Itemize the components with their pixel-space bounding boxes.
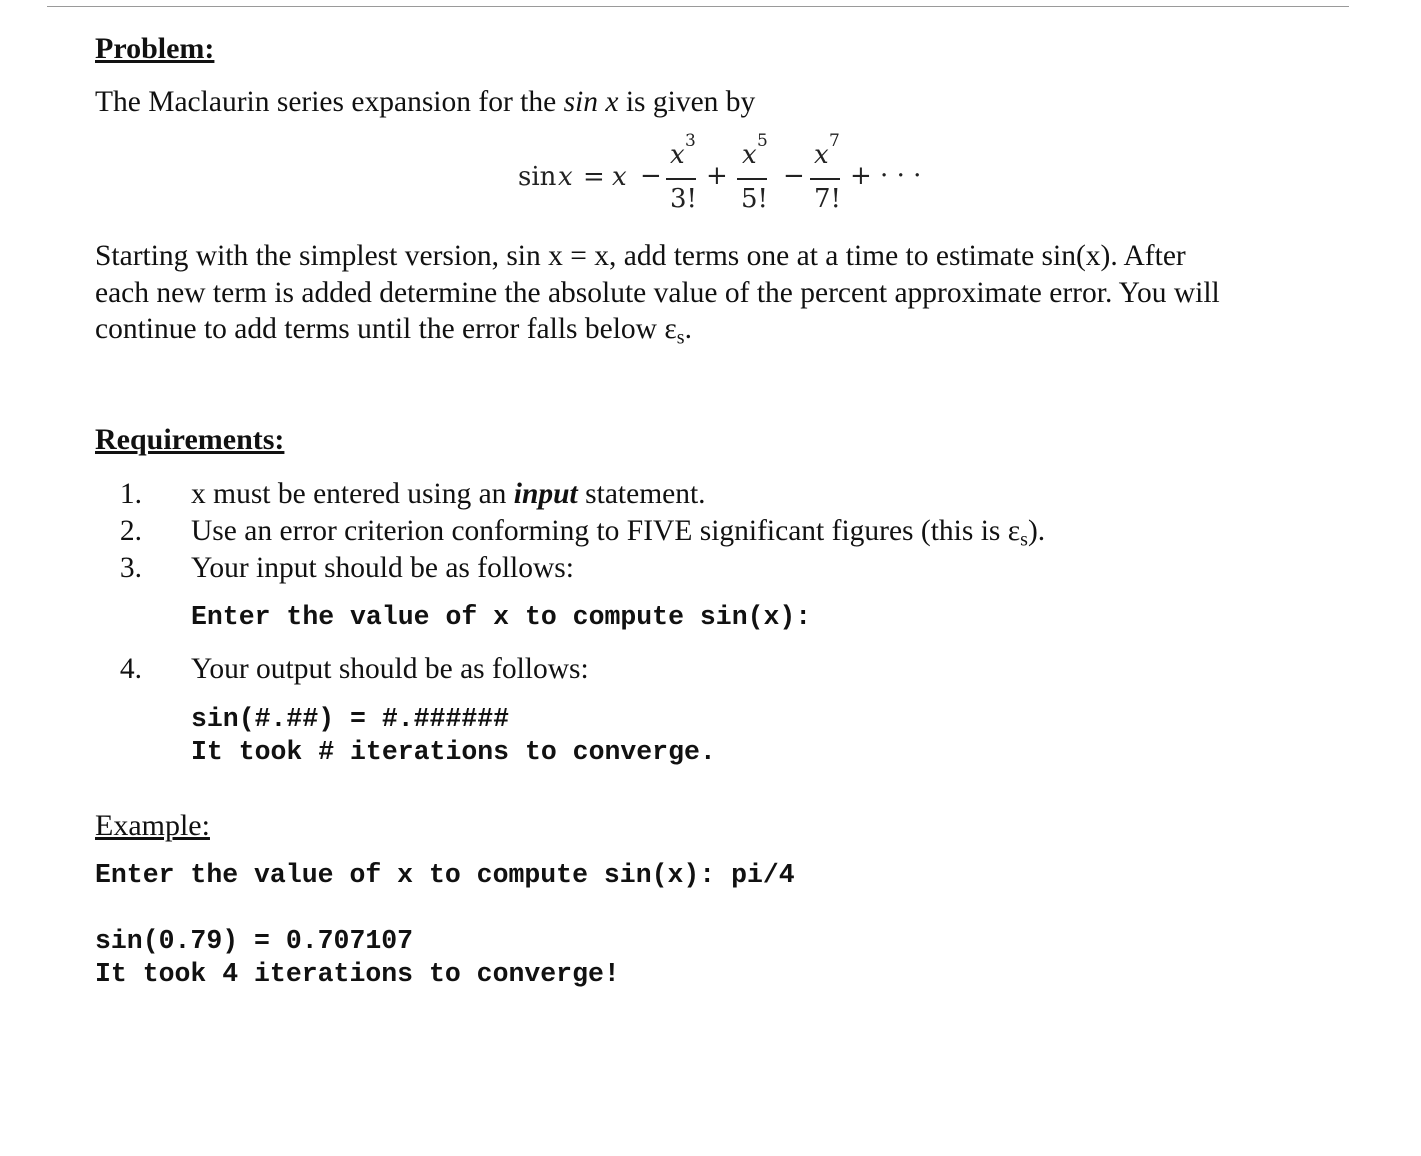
eq-term3-bar [810, 178, 840, 180]
eq-plus-1: + [706, 161, 728, 191]
output-format-line-2: It took # iterations to converge. [191, 737, 716, 767]
problem-line-2: each new term is added determine the absolute value of the percent approximate error. You will [95, 276, 1220, 309]
eq-term1-num: x [670, 140, 685, 170]
problem-line-1: Starting with the simplest version, sin x = x, add terms one at a time to estimate sin(x). After [95, 240, 1186, 272]
eq-term1-bar [666, 178, 696, 180]
example-heading: Example: [95, 809, 210, 842]
eq-term2-num: x [742, 140, 757, 170]
eq-term2-exp: 5 [757, 131, 768, 151]
problem-line-3: continue to add terms until the error falls below $\varepsilon_s$. [95, 313, 692, 349]
input-format-code: Enter the value of x to compute sin(x): [191, 602, 812, 632]
eq-lhs-x: x [558, 162, 573, 192]
input-keyword: input [513, 478, 578, 510]
eq-sin: sin [518, 162, 557, 192]
eq-equals: = [583, 162, 605, 192]
example-result-line: sin(0.79) = 0.707107 [95, 926, 414, 956]
eq-term1-exp: 3 [685, 131, 696, 151]
example-iterations-line: It took 4 iterations to converge! [95, 959, 620, 989]
eq-minus-1: − [640, 161, 662, 191]
top-divider [47, 6, 1349, 7]
sin-x-term: sin x [563, 86, 619, 118]
eq-term3-exp: 7 [829, 131, 840, 151]
eq-first-term: x [612, 162, 627, 192]
example-output [95, 925, 620, 991]
eq-minus-2: − [783, 161, 805, 191]
eq-term1-den: 3! [670, 184, 697, 214]
example-prompt: Enter the value of x to compute sin(x): pi/4 [95, 860, 795, 890]
eq-term3-den: 7! [814, 184, 841, 214]
eq-plus-dots: + · · · [850, 161, 922, 191]
eq-term2-bar [737, 178, 767, 180]
requirements-heading: Requirements: [95, 423, 285, 456]
problem-description [95, 238, 1355, 356]
output-format-line-1: sin(#.##) = #.###### [191, 704, 510, 734]
problem-intro: The Maclaurin series expansion for the sin x is given by [95, 86, 756, 118]
eq-term3-num: x [814, 140, 829, 170]
output-format-code [191, 703, 716, 769]
eq-term2-den: 5! [741, 184, 768, 214]
problem-heading: Problem: [95, 32, 215, 65]
